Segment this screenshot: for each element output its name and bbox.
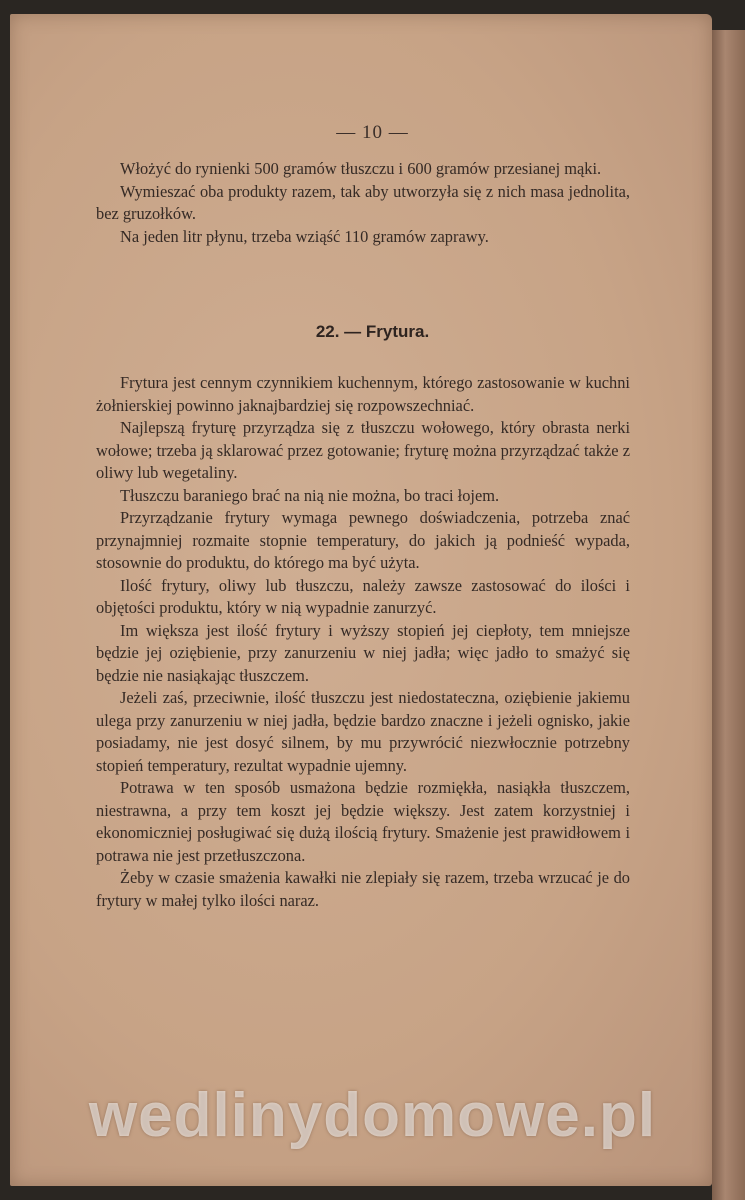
paragraph: Ilość frytury, oliwy lub tłuszczu, należy zawsze zastosować do ilości i objętości produktu, który w nią wypadnie zanurzyć. bbox=[96, 575, 630, 617]
paragraph: Żeby w czasie smażenia kawałki nie zlepiały się razem, trzeba wrzucać je do frytury w małej tylko ilości naraz. bbox=[96, 868, 630, 910]
section-body bbox=[96, 372, 630, 912]
page-number: — 10 — bbox=[336, 122, 409, 143]
watermark: wedlinydomowe.pl bbox=[88, 1081, 657, 1150]
paragraph: Potrawa w ten sposób usmażona będzie rozmiękła, nasiąkła tłuszczem, niestrawna, a przy tem koszt jej będzie większy. Jest zatem korzystniej i ekonomiczniej posługiwać się dużą ilością frytury. Smażenie jest prawidłowem i potrawa nie jest przetłuszczona. bbox=[96, 778, 630, 865]
paragraph: Tłuszczu baraniego brać na nią nie można, bo traci łojem. bbox=[120, 485, 500, 505]
paragraph: Im większa jest ilość frytury i wyższy stopień jej ciepłoty, tem mniejsze będzie jej oziębienie, przy zanurzeniu w niej jadła; więc jadło to smażyć się będzie nie nasiąkając tłuszczem. bbox=[96, 620, 630, 685]
section-heading: 22. — Frytura. bbox=[315, 322, 430, 341]
paragraph: Jeżeli zaś, przeciwnie, ilość tłuszczu jest niedostateczna, oziębienie jakiemu ulega przy zanurzeniu w niej jadła, będzie bardzo znaczne i jeżeli ognisko, jakie posiadamy, nie jest dosyć silnem, by mu przywrócić niezwłocznie potrzebny stopień temperatury, rezultat wypadnie ujemny. bbox=[96, 688, 630, 775]
paragraph: Na jeden litr płynu, trzeba wziąść 110 gramów zaprawy. bbox=[120, 226, 489, 246]
intro-text bbox=[96, 158, 630, 248]
paragraph: Najlepszą fryturę przyrządza się z tłuszczu wołowego, który obrasta nerki wołowe; trzeba ją sklarować przez gotowanie; fryturę można przyrządzać także z oliwy lub wegetaliny. bbox=[96, 418, 630, 482]
paragraph: Włożyć do rynienki 500 gramów tłuszczu i 600 gramów przesianej mąki. bbox=[120, 159, 602, 178]
paragraph: Przyrządzanie frytury wymaga pewnego doświadczenia, potrzeba znać przynajmniej rozmaite stopnie temperatury, do jakich ją podnieść wypada, stosownie do produktu, do którego ma być użyta. bbox=[96, 508, 630, 572]
paragraph: Wymieszać oba produkty razem, tak aby utworzyła się z nich masa jednolita, bez gruzołków. bbox=[96, 181, 630, 223]
book-edge bbox=[712, 30, 745, 1200]
paragraph: Frytura jest cennym czynnikiem kuchennym, którego zastosowanie w kuchni żołnierskiej powinno jaknajbardziej się rozpowszechniać. bbox=[96, 373, 630, 415]
